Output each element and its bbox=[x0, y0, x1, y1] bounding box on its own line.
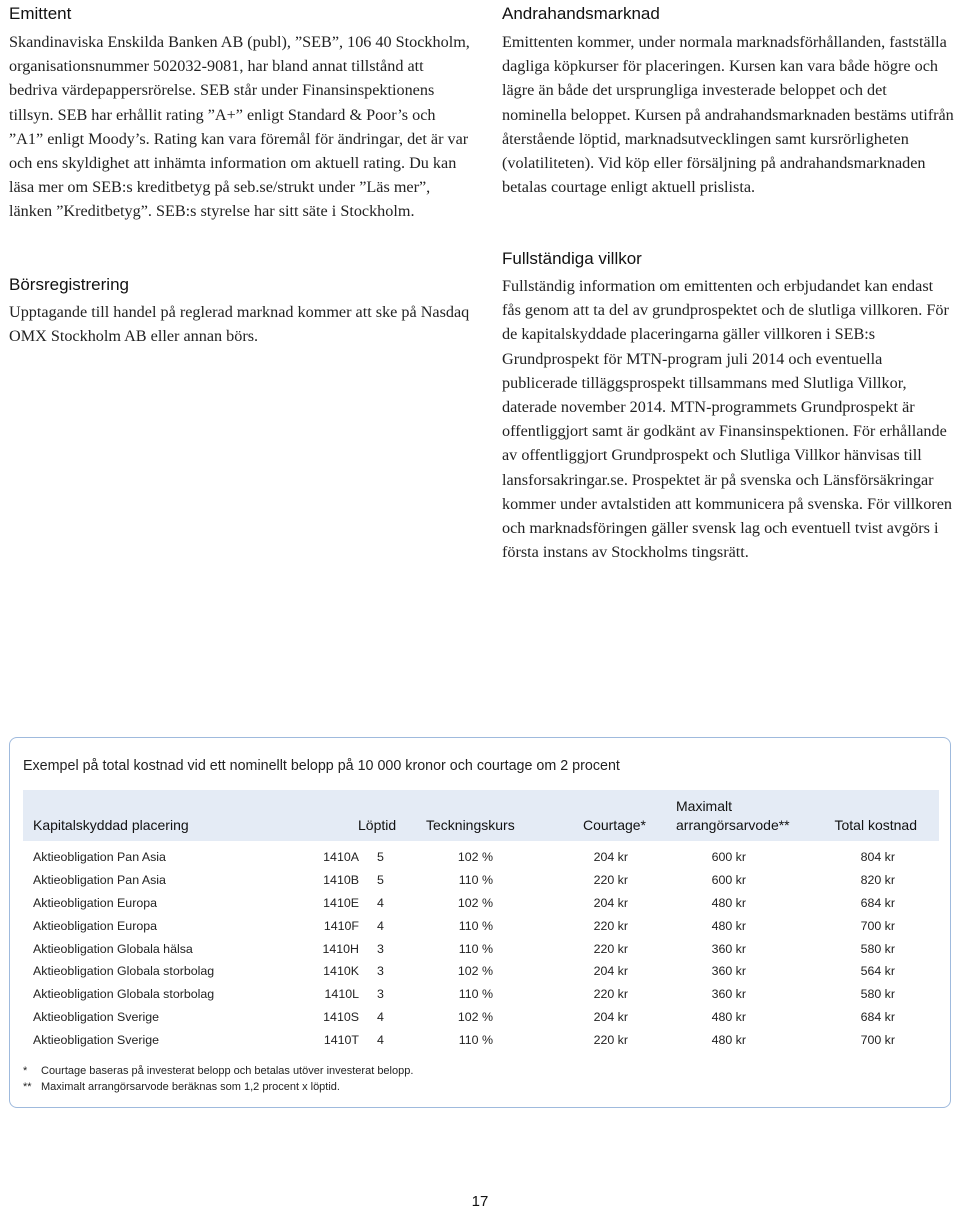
cell-courtage: 220 kr bbox=[593, 987, 628, 1002]
section-andrahandsmarknad bbox=[502, 3, 954, 199]
cell-total: 684 kr bbox=[860, 1010, 895, 1025]
header-teckningskurs: Teckningskurs bbox=[426, 817, 515, 833]
table-row bbox=[23, 1007, 939, 1030]
fullstandiga-villkor-text: Fullständig information om emittenten och erbjudandet kan endast fås genom att ta del av grundprospektet och de slutliga villkoren. För de kapitalskyddade placeringarna gäller villkoren i SEB:s Grundprospekt för MTN-program juli 2014 och eventuella publicerade tilläggsprospekt tillsammans med Slutliga Villkor, daterade november 2014. MTN-programmets Grundprospekt är offentliggjort samt är godkänt av Finansinspektionen. För erhållande av offentliggjort Grundprospekt och Slutliga Villkor hänvisas till lansforsakringar.se. Prospektet är på svenska och Länsförsäkringar kommer under avtalstiden att kommunicera på svenska. För villkoren och marknadsföringen gäller svensk lag och eventuell tvist avgörs i första instans av Stockholms tingsrätt. bbox=[502, 277, 952, 562]
header-arrangorsarvode-line1: Maximalt bbox=[676, 798, 733, 814]
cell-teckningskurs: 102 % bbox=[457, 964, 493, 979]
footnote-text: Maximalt arrangörsarvode beräknas som 1,2 procent x löptid. bbox=[41, 1080, 340, 1093]
cell-code: 1410T bbox=[323, 1033, 359, 1048]
cell-total: 580 kr bbox=[860, 941, 895, 956]
cell-name: Aktieobligation Pan Asia bbox=[33, 872, 166, 887]
cell-name: Aktieobligation Pan Asia bbox=[33, 850, 166, 864]
cell-code: 1410H bbox=[322, 941, 359, 956]
table-row bbox=[23, 939, 939, 962]
cell-teckningskurs: 102 % bbox=[457, 895, 493, 910]
borsregistrering-text: Upptagande till handel på reglerad marknad kommer att ske på Nasdaq OMX Stockholm AB eller annan börs. bbox=[9, 303, 470, 346]
cell-arrangorsarvode: 480 kr bbox=[711, 1010, 746, 1025]
emittent-text: Skandinaviska Enskilda Banken AB (publ), ”SEB”, 106 40 Stockholm, organisationsnummer 502032-9081, har bland annat tillstånd att bedriva värdepappersrörelse. SEB står under Finansinspektionens tillsyn. SEB har erhållit rating ”A+” enligt Standard & Poor’s och ”A1” enligt Moody’s. Rating kan vara föremål för ändringar, det är var och ens skyldighet att inhämta information om aktuell rating. Du kan läsa mer om SEB:s kreditbetyg på seb.se/strukt under ”Läs mer”, länken ”Kreditbetyg”. SEB:s styrelse har sitt säte i Stockholm. bbox=[9, 33, 470, 221]
cost-example-title: Exempel på total kostnad vid ett nominellt belopp på 10 000 kronor och courtage om 2 procent bbox=[23, 758, 620, 774]
cell-code: 1410K bbox=[323, 964, 359, 979]
cell-arrangorsarvode: 360 kr bbox=[711, 941, 746, 956]
cost-example-box bbox=[9, 737, 951, 1108]
cell-loptid: 3 bbox=[377, 941, 384, 956]
cell-loptid: 5 bbox=[377, 850, 384, 864]
cell-teckningskurs: 110 % bbox=[458, 1033, 493, 1048]
cell-total: 700 kr bbox=[860, 918, 895, 933]
cell-code: 1410E bbox=[323, 895, 359, 910]
cell-loptid: 4 bbox=[377, 918, 384, 933]
andrahandsmarknad-text: Emittenten kommer, under normala marknadsförhållanden, fastställa dagliga köpkurser för placeringen. Kursen kan vara både högre och lägre än både det ursprungliga investerade beloppet och det nominella beloppet. Kursen på andrahandsmarknaden bestäms utifrån återstående löptid, marknadsutvecklingen samt kursrörligheten (volatiliteten). Vid köp eller försäljning på andrahandsmarknaden betalas courtage enligt aktuell prislista. bbox=[502, 33, 954, 197]
section-emittent bbox=[9, 3, 471, 224]
cell-total: 804 kr bbox=[860, 850, 895, 864]
header-courtage: Courtage* bbox=[582, 817, 646, 833]
cell-arrangorsarvode: 480 kr bbox=[711, 918, 746, 933]
footnotes bbox=[23, 1064, 413, 1095]
cell-total: 684 kr bbox=[860, 895, 895, 910]
cell-name: Aktieobligation Globala hälsa bbox=[33, 941, 193, 956]
cell-courtage: 220 kr bbox=[593, 872, 628, 887]
cell-teckningskurs: 110 % bbox=[458, 918, 493, 933]
cell-code: 1410A bbox=[323, 850, 359, 864]
cell-courtage: 204 kr bbox=[593, 1010, 628, 1025]
cell-courtage: 220 kr bbox=[593, 1033, 628, 1048]
cell-courtage: 220 kr bbox=[593, 918, 628, 933]
cell-courtage: 204 kr bbox=[593, 850, 628, 864]
cell-teckningskurs: 102 % bbox=[457, 850, 493, 864]
header-arrangorsarvode bbox=[676, 797, 790, 835]
cell-arrangorsarvode: 480 kr bbox=[711, 895, 746, 910]
section-fullstandiga-villkor bbox=[502, 248, 954, 564]
cell-loptid: 4 bbox=[377, 895, 384, 910]
cell-loptid: 4 bbox=[377, 1033, 384, 1048]
cell-code: 1410S bbox=[323, 1010, 359, 1025]
cell-arrangorsarvode: 600 kr bbox=[711, 872, 746, 887]
table-body bbox=[23, 847, 939, 1053]
cell-courtage: 204 kr bbox=[593, 895, 628, 910]
cell-name: Aktieobligation Sverige bbox=[33, 1010, 160, 1025]
cell-name: Aktieobligation Europa bbox=[33, 918, 157, 933]
cell-code: 1410F bbox=[323, 918, 359, 933]
table-row bbox=[23, 1030, 939, 1053]
header-placering: Kapitalskyddad placering bbox=[33, 817, 189, 833]
page-number: 17 bbox=[471, 1193, 489, 1210]
footnote-arrangorsarvode bbox=[23, 1080, 413, 1096]
table-row bbox=[23, 961, 939, 984]
heading-borsregistrering: Börsregistrering bbox=[9, 275, 129, 294]
header-arrangorsarvode-line2: arrangörsarvode** bbox=[676, 817, 790, 833]
table-row bbox=[23, 893, 939, 916]
cell-loptid: 3 bbox=[377, 987, 384, 1002]
cell-name: Aktieobligation Sverige bbox=[33, 1033, 160, 1048]
table-row bbox=[23, 847, 939, 870]
cell-teckningskurs: 110 % bbox=[458, 987, 493, 1002]
header-total-kostnad: Total kostnad bbox=[834, 817, 917, 833]
cell-arrangorsarvode: 600 kr bbox=[711, 850, 746, 864]
table-header bbox=[23, 790, 939, 841]
cell-courtage: 220 kr bbox=[593, 941, 628, 956]
cell-name: Aktieobligation Globala storbolag bbox=[33, 987, 215, 1002]
cell-name: Aktieobligation Europa bbox=[33, 895, 157, 910]
cell-total: 564 kr bbox=[860, 964, 895, 979]
cell-loptid: 4 bbox=[377, 1010, 384, 1025]
cell-code: 1410B bbox=[323, 872, 359, 887]
header-loptid: Löptid bbox=[358, 817, 397, 833]
cell-name: Aktieobligation Globala storbolag bbox=[33, 964, 215, 979]
heading-fullstandiga-villkor: Fullständiga villkor bbox=[502, 249, 642, 268]
table-row bbox=[23, 984, 939, 1007]
cell-teckningskurs: 110 % bbox=[458, 941, 493, 956]
cell-total: 580 kr bbox=[860, 987, 895, 1002]
cell-loptid: 3 bbox=[377, 964, 384, 979]
table-row bbox=[23, 916, 939, 939]
cell-total: 700 kr bbox=[860, 1033, 895, 1048]
footnote-text: Courtage baseras på investerat belopp och betalas utöver investerat belopp. bbox=[41, 1065, 414, 1077]
footnote-courtage bbox=[23, 1064, 413, 1080]
cell-total: 820 kr bbox=[860, 872, 895, 887]
cell-loptid: 5 bbox=[377, 872, 384, 887]
table-row bbox=[23, 870, 939, 893]
cell-arrangorsarvode: 360 kr bbox=[711, 987, 746, 1002]
cell-code: 1410L bbox=[324, 987, 359, 1002]
cell-teckningskurs: 102 % bbox=[457, 1010, 493, 1025]
footnote-mark: ** bbox=[23, 1080, 32, 1093]
cell-arrangorsarvode: 360 kr bbox=[711, 964, 746, 979]
section-borsregistrering bbox=[9, 274, 471, 348]
heading-andrahandsmarknad: Andrahandsmarknad bbox=[502, 4, 660, 23]
cell-courtage: 204 kr bbox=[593, 964, 628, 979]
heading-emittent: Emittent bbox=[9, 4, 72, 23]
cell-arrangorsarvode: 480 kr bbox=[711, 1033, 746, 1048]
footnote-mark: * bbox=[23, 1065, 28, 1077]
cell-teckningskurs: 110 % bbox=[458, 872, 493, 887]
